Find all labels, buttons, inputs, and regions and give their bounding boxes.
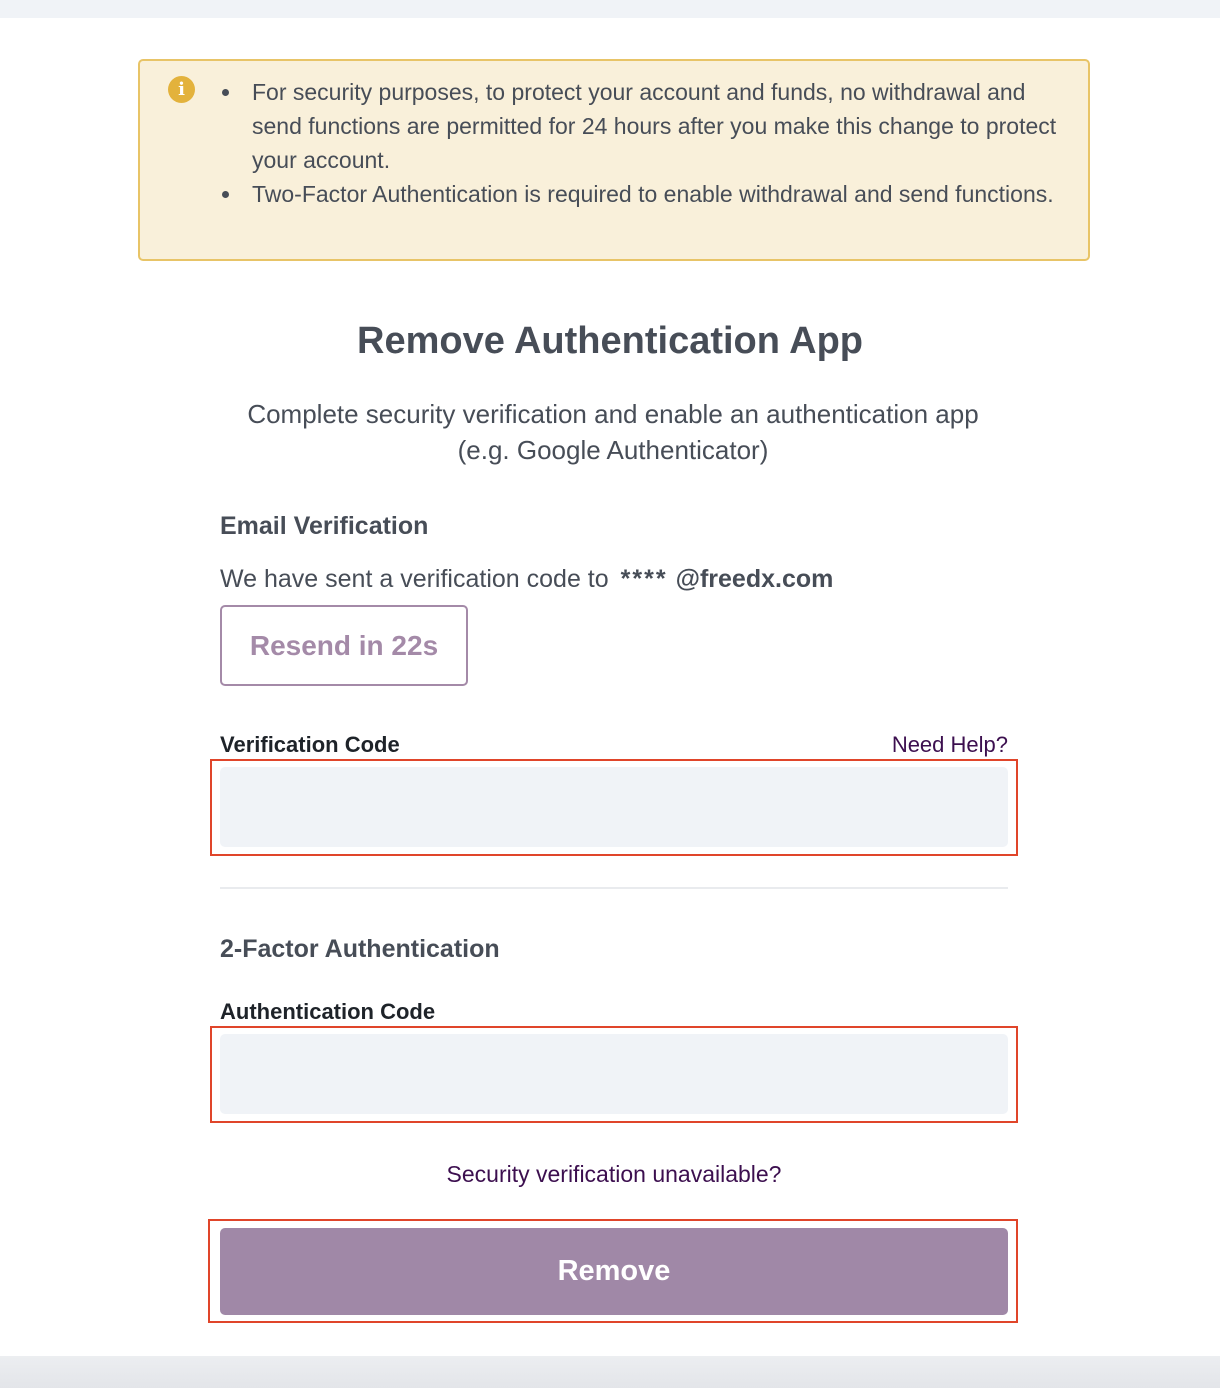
resend-code-button[interactable]: Resend in 22s	[220, 605, 468, 686]
security-unavailable-link[interactable]: Security verification unavailable?	[446, 1161, 782, 1187]
masked-email: ****	[620, 565, 668, 593]
authentication-code-input[interactable]	[220, 1034, 1008, 1114]
verification-code-label: Verification Code	[220, 732, 400, 757]
authentication-code-label: Authentication Code	[220, 999, 436, 1024]
email-sent-text: We have sent a verification code to **** @freedx.com	[220, 565, 834, 593]
need-help-link[interactable]: Need Help?	[891, 732, 1008, 757]
section-divider	[220, 887, 1008, 889]
remove-button-highlight	[208, 1219, 1018, 1323]
page-subtitle: Complete security verification and enable an authentication app (e.g. Google Authenticator)	[247, 399, 979, 465]
remove-button[interactable]: Remove	[220, 1228, 1008, 1315]
page-title: Remove Authentication App	[357, 320, 863, 362]
notice-list	[219, 75, 1069, 211]
notice-item: Two-Factor Authentication is required to enable withdrawal and send functions.	[219, 177, 1069, 211]
bottom-bar	[0, 1356, 1220, 1388]
authentication-code-field	[210, 1026, 1018, 1123]
two-factor-heading: 2-Factor Authentication	[220, 935, 500, 963]
info-icon: i	[168, 76, 195, 103]
top-bar	[0, 0, 1220, 18]
verification-code-input[interactable]	[220, 767, 1008, 847]
bullet-icon	[222, 191, 229, 198]
security-notice	[138, 59, 1090, 261]
verification-code-field	[210, 759, 1018, 856]
notice-item: For security purposes, to protect your account and funds, no withdrawal and send functions are permitted for 24 hours after you make this change to protect your account.	[219, 75, 1069, 177]
email-domain: @freedx.com	[675, 565, 834, 593]
bullet-icon	[222, 89, 229, 96]
email-verification-heading: Email Verification	[220, 512, 429, 540]
